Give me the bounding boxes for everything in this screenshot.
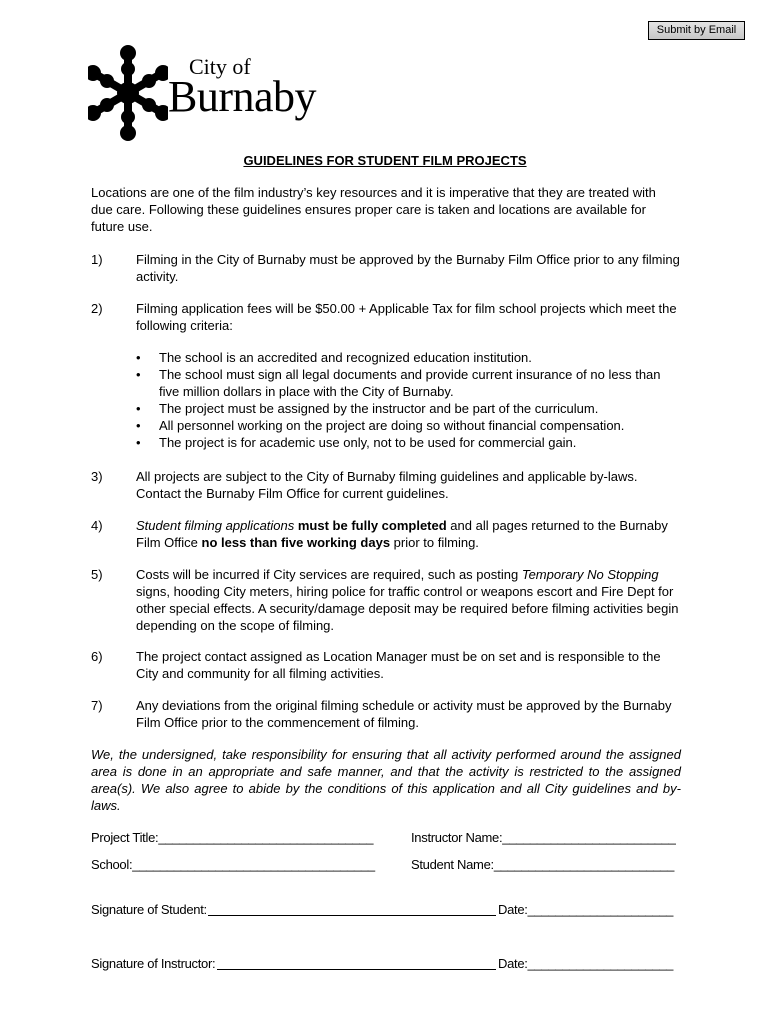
guideline-3: All projects are subject to the City of Burnaby filming guidelines and applicable by-laws. Contact the Burnaby Film Office for current guidelines. <box>136 469 638 501</box>
criteria-list <box>136 349 684 451</box>
signature-of-student-label: Signature of Student: <box>91 902 207 917</box>
date-field-instructor[interactable]: Date:_____________________ <box>498 956 674 971</box>
logo-burnaby: Burnaby <box>168 72 317 121</box>
item-number-1: 1) <box>91 252 103 267</box>
signature-of-student-line[interactable] <box>208 915 496 916</box>
submit-by-email-button[interactable]: Submit by Email <box>648 21 745 40</box>
declaration-paragraph: We, the undersigned, take responsibility for ensuring that all activity performed around the assigned area is done in an appropriate and safe manner, and that the activity is restricted to the assigned area(s). We also agree to abide by the conditions of this application and all City guidelines and by-laws. <box>91 747 681 813</box>
criteria-item: • The project must be assigned by the instructor and be part of the curriculum. <box>136 400 684 417</box>
guideline-4-bold-1: must be fully completed <box>294 518 447 533</box>
guideline-4-text: and all pages returned to the Burnaby Film Office <box>136 518 668 550</box>
document-title: GUIDELINES FOR STUDENT FILM PROJECTS <box>243 153 527 168</box>
criteria-item: • The school must sign all legal documents and provide current insurance of no less than five million dollars in place with the City of Burnaby. <box>136 366 684 400</box>
item-number-5: 5) <box>91 567 103 582</box>
guideline-4-italic: Student filming applications <box>136 518 295 533</box>
school-field[interactable]: School:___________________________________ <box>91 857 375 872</box>
city-of-burnaby-logo <box>88 45 318 145</box>
signature-of-instructor-line[interactable] <box>217 969 496 970</box>
criteria-item: • The school is an accredited and recognized education institution. <box>136 349 684 366</box>
guideline-6: The project contact assigned as Location Manager must be on set and is responsible to the City and community for all filming activities. <box>136 649 661 681</box>
guideline-1: Filming in the City of Burnaby must be approved by the Burnaby Film Office prior to any filming activity. <box>136 252 680 284</box>
guideline-4-text-end: prior to filming. <box>390 535 479 550</box>
guideline-5 <box>136 566 684 634</box>
logo-city-of: City of <box>189 54 251 79</box>
criteria-item: • The project is for academic use only, not to be used for commercial gain. <box>136 434 684 451</box>
instructor-name-field[interactable]: Instructor Name:_________________________ <box>411 830 676 845</box>
item-number-4: 4) <box>91 518 103 533</box>
guideline-4-bold-2: no less than five working days <box>201 535 391 550</box>
criteria-item: • All personnel working on the project are doing so without financial compensation. <box>136 417 684 434</box>
item-number-6: 6) <box>91 649 103 664</box>
guideline-2: Filming application fees will be $50.00 + Applicable Tax for film school projects which meet the following criteria: <box>136 301 677 333</box>
intro-paragraph: Locations are one of the film industry’s key resources and it is imperative that they are treated with due care. Following these guidelines ensures proper care is taken and locations are available for future use. <box>91 185 656 234</box>
signature-of-instructor-label: Signature of Instructor: <box>91 956 216 971</box>
snowflake-logo-icon <box>88 45 168 141</box>
project-title-field[interactable]: Project Title:_______________________________ <box>91 830 374 845</box>
student-name-field[interactable]: Student Name:__________________________ <box>411 857 674 872</box>
guideline-4 <box>136 517 684 551</box>
item-number-2: 2) <box>91 301 103 316</box>
item-number-3: 3) <box>91 469 103 484</box>
item-number-7: 7) <box>91 698 103 713</box>
guideline-5-text: Costs will be incurred if City services are required, such as posting <box>136 567 522 582</box>
guideline-5-italic: Temporary No Stopping <box>521 567 659 582</box>
date-field-student[interactable]: Date:_____________________ <box>498 902 674 917</box>
guideline-5-text-end: signs, hooding City meters, hiring police for traffic control or weapons escort and Fire Dept for other special effects. A security/damage deposit may be required before filming activities begin depending on the scope of filming. <box>136 584 679 633</box>
guideline-7: Any deviations from the original filming schedule or activity must be approved by the Burnaby Film Office prior to the commencement of filming. <box>136 698 672 730</box>
